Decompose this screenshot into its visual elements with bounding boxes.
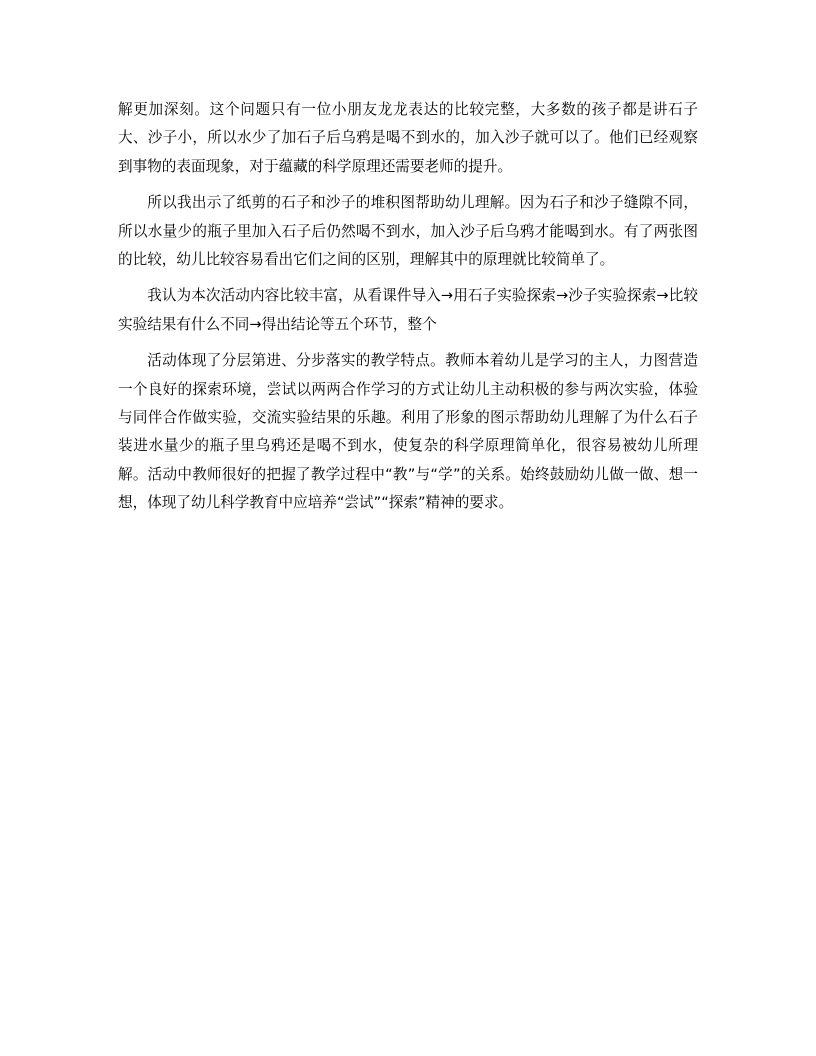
document-body bbox=[118, 96, 698, 526]
paragraph-3: 我认为本次活动内容比较丰富，从看课件导入→用石子实验探索→沙子实验探索→比较实验结果有什么不同→得出结论等五个环节，整个 bbox=[118, 287, 698, 333]
paragraph-1: 解更加深刻。这个问题只有一位小朋友龙龙表达的比较完整，大多数的孩子都是讲石子大、沙子小，所以水少了加石子后乌鸦是喝不到水的，加入沙子就可以了。他们已经观察到事物的表面现象，对于蕴藏的科学原理还需要老师的提升。 bbox=[118, 101, 698, 175]
paragraph-2: 所以我出示了纸剪的石子和沙子的堆积图帮助幼儿理解。因为石子和沙子缝隙不同，所以水量少的瓶子里加入石子后仍然喝不到水，加入沙子后乌鸦才能喝到水。有了两张图的比较，幼儿比较容易看出它们之间的区别，理解其中的原理就比较简单了。 bbox=[118, 194, 698, 269]
paragraph-4: 活动体现了分层第进、分步落实的教学特点。教师本着幼儿是学习的主人，力图营造一个良好的探索环境，尝试以两两合作学习的方式让幼儿主动积极的参与两次实验，体验与同伴合作做实验，交流实验结果的乐趣。利用了形象的图示帮助幼儿理解了为什么石子装进水量少的瓶子里乌鸦还是喝不到水，使复杂的科学原理简单化，很容易被幼儿所理解。活动中教师很好的把握了教学过程中“教”与“学”的关系。始终鼓励幼儿做一做、想一想，体现了幼儿科学教育中应培养“尝试”“探索”精神的要求。 bbox=[118, 352, 698, 512]
